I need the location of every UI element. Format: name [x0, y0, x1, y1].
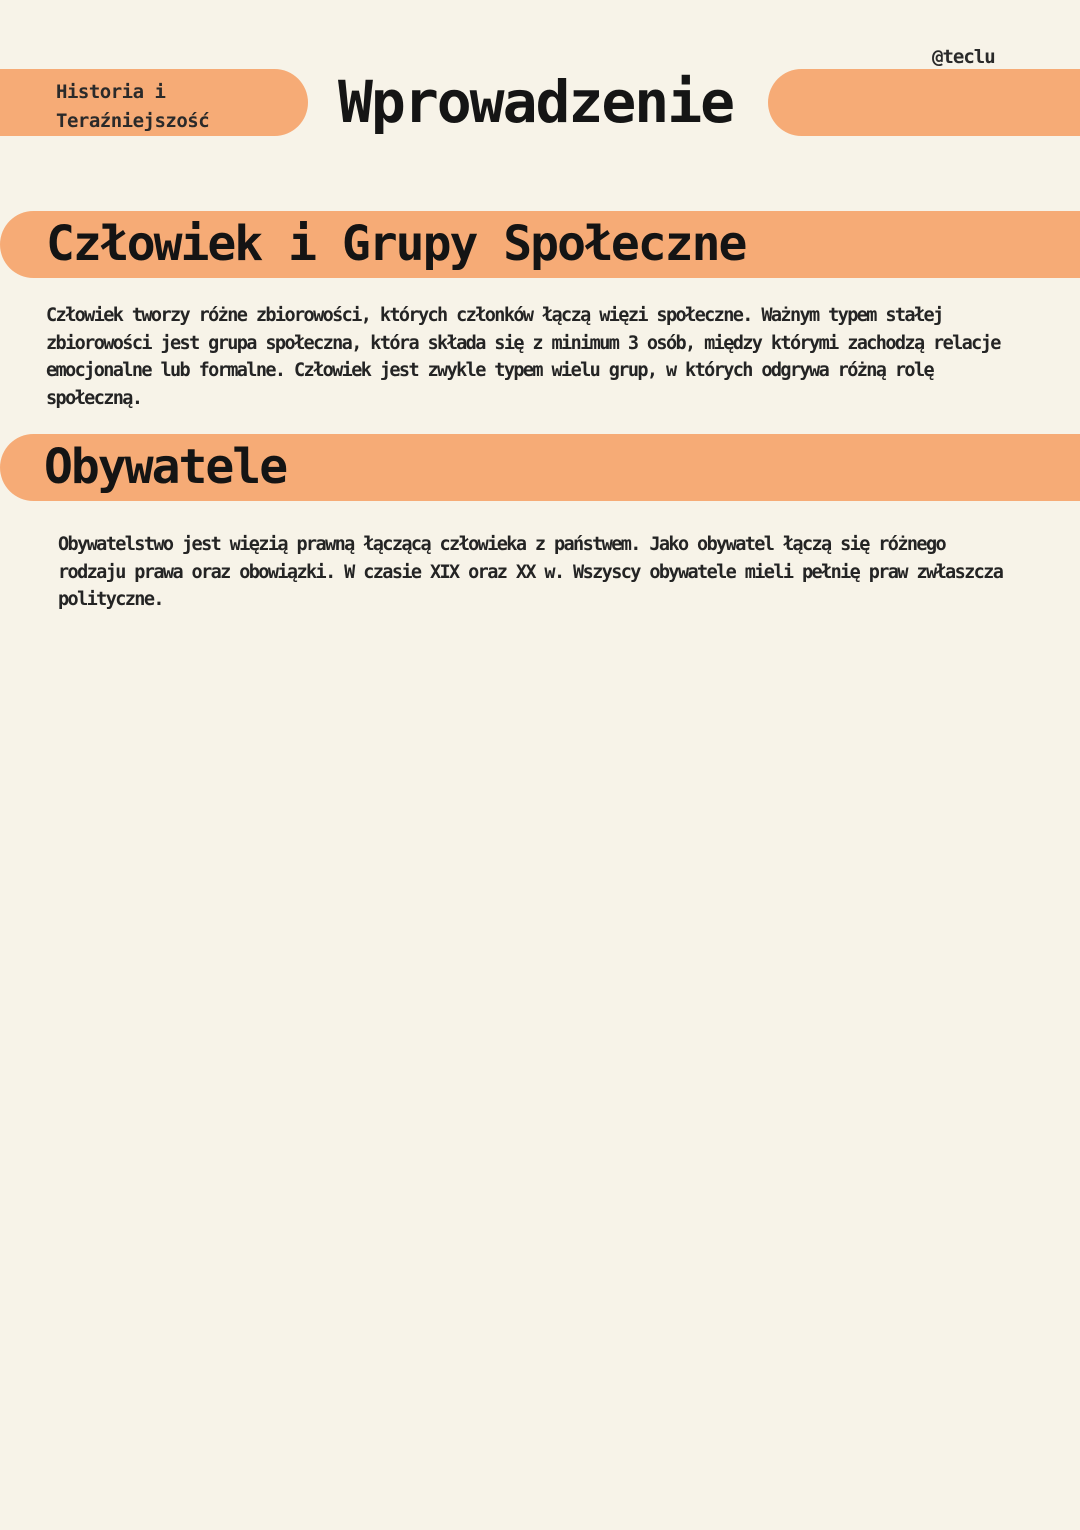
section-body: Człowiek tworzy różne zbiorowości, których członków łączą więzi społeczne. Ważnym typem stałej zbiorowości jest grupa społeczna, która składa się z minimum 3 osób, między którymi zachodzą relacje emocjonalne lub formalne. Człowiek jest zwykle typem wielu grup, w których odgrywa różną rolę społeczną. [46, 305, 1000, 409]
title-decoration-pill [768, 69, 1080, 136]
section-body: Obywatelstwo jest więzią prawną łączącą człowieka z państwem. Jako obywatel łączą się różnego rodzaju prawa oraz obowiązki. W czasie XIX oraz XX w. Wszyscy obywatele mieli pełnię praw zwłaszcza polityczne. [58, 534, 1003, 610]
author-handle: @teclu [932, 46, 995, 68]
page-title: Wprowadzenie [338, 68, 734, 136]
subject-label: Historia i Teraźniejszość [56, 81, 210, 132]
section-heading: Obywatele [44, 439, 287, 495]
section-heading: Człowiek i Grupy Społeczne [46, 216, 746, 272]
